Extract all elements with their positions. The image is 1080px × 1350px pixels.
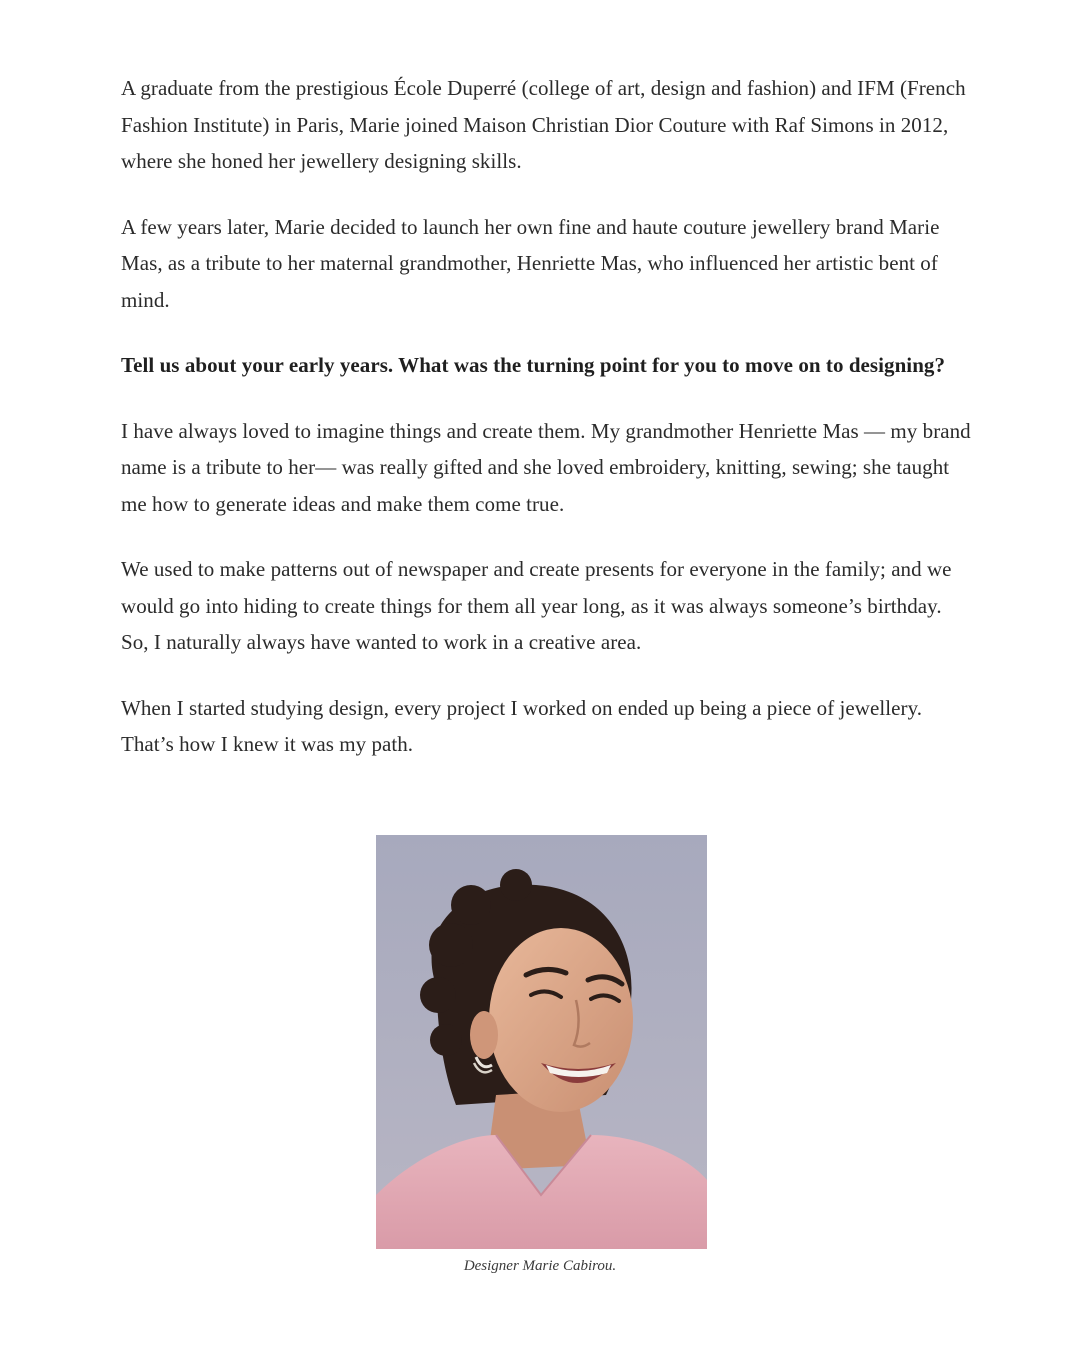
answer-paragraph-2: We used to make patterns out of newspaper and create presents for everyone in the family; and we would go into hiding to create things for them all year long, as it was always someone’s birthday. So, I naturally always have wanted to work in a creative area.: [121, 557, 952, 654]
answer-paragraph-3: When I started studying design, every project I worked on ended up being a piece of jewellery. That’s how I knew it was my path.: [121, 695, 923, 756]
answer-paragraph-1: I have always loved to imagine things and create them. My grandmother Henriette Mas — my brand name is a tribute to her— was really gifted and she loved embroidery, knitting, sewing; she taught me how to generate ideas and make them come true.: [121, 418, 971, 516]
photo-caption: Designer Marie Cabirou.: [463, 1258, 617, 1274]
portrait-photo: [376, 835, 707, 1249]
interview-question: Tell us about your early years. What was the turning point for you to move on to designing?: [121, 353, 946, 377]
intro-paragraph-2: A few years later, Marie decided to launch her own fine and haute couture jewellery brand Marie Mas, as a tribute to her maternal grandmother, Henriette Mas, who influenced her artistic bent of mind.: [121, 214, 940, 312]
article-body: [121, 70, 971, 792]
intro-paragraph-1: A graduate from the prestigious École Duperré (college of art, design and fashion) and IFM (French Fashion Institute) in Paris, Marie joined Maison Christian Dior Couture with Raf Simons in 2012, where she honed her jewellery designing skills.: [121, 76, 966, 173]
portrait-figure: [376, 835, 707, 1249]
